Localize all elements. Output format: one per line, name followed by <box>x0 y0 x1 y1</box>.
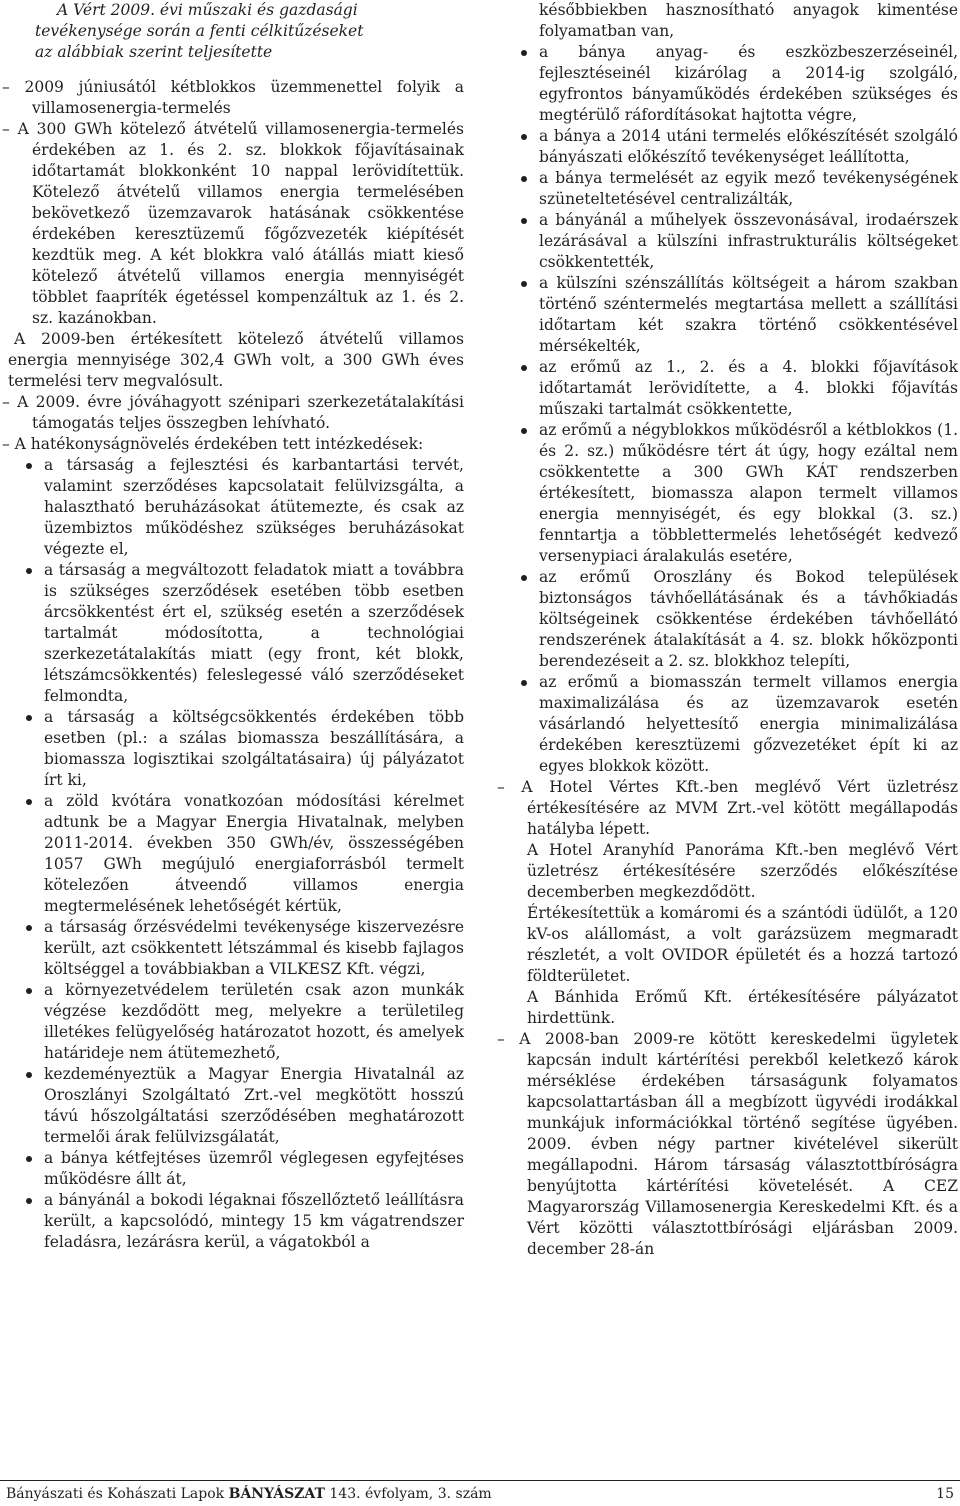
list-item: az erőmű a négyblokkos működésről a kétblokkos (1. és 2. sz.) működésre tért át úgy, hogy ezáltal nem csökkentette a 300 GWh KÁT rendszerben értékesített, biomassza alapon termelt villamos energia mennyiségét, és egy blokkal (3. sz.) fenntartja a többlettermelés lehetőségét kedvező versenypiaci áralakulás esetére, <box>497 420 958 567</box>
paragraph-efficiency-measures: – A hatékonyságnövelés érdekében tett intézkedések: <box>2 435 424 453</box>
journal-issue: 143. évfolyam, 3. szám <box>329 1486 492 1502</box>
paragraph-property-sales: Értékesítettük a komáromi és a szántódi üdülőt, a 120 kV-os alállomást, a volt garázsüzem megmaradt részletét, a volt OVIDOR épületét és a hozzá tartozó földterületet. <box>527 904 958 985</box>
page-number: 15 <box>936 1486 954 1502</box>
paragraph-restructuring-support: – A 2009. évre jóváhagyott szénipari szerkezetátalakítási támogatás teljes összegben lehívható. <box>2 393 464 432</box>
paragraph-hotel-aranyhid: A Hotel Aranyhíd Panoráma Kft.-ben meglévő Vért üzletrész értékesítésére szerződés előkészítése decemberben megkezdődött. <box>527 841 958 901</box>
list-item: a bánya a 2014 utáni termelés előkészítését szolgáló bányászati előkészítő tevékenységet leállította, <box>497 126 958 168</box>
list-item: a bányánál a bokodi légaknai főszellőztető leállításra került, a kapcsolódó, mintegy 15 km vágatrendszer feladásra, lezárásra kerül, a vágatokból a <box>2 1190 464 1253</box>
list-item: a bánya termelését az egyik mező tevékenységének szüneteltetésével centralizálták, <box>497 168 958 210</box>
right-column <box>497 0 958 1260</box>
list-item: a társaság a megváltozott feladatok miatt a továbbra is szükséges szerződések esetében több esetben árcsökkentést ért el, szükség esetén a szerződések tartalmát módosította, a technológiai szerkezetátalakítás miatt (egy front, két blokk, létszámcsökkentés) feleslegessé váló szerződéseket felmondta, <box>2 560 464 707</box>
list-item: a társaság őrzésvédelmi tevékenysége kiszervezésre került, azt csökkentett létszámmal és kisebb fajlagos költséggel a továbbiakban a VILKESZ Kft. végzi, <box>2 917 464 980</box>
intro-line-3: az alábbiak szerint teljesítette <box>35 43 273 61</box>
journal-prefix: Bányászati és Kohászati Lapok <box>6 1486 225 1502</box>
intro-line-2: tevékenysége során a fenti célkitűzéseket <box>35 22 364 40</box>
page-footer <box>0 1480 960 1506</box>
list-item: a külszíni szénszállítás költségeit a három szakban történő széntermelés megtartása mellett a szállítási időtartam két szakra történő csökkentésével mérsékelték, <box>497 273 958 357</box>
left-column <box>2 0 464 1253</box>
intro-line-1: A Vért 2009. évi műszaki és gazdasági <box>57 1 358 19</box>
journal-name: BÁNYÁSZAT <box>228 1486 325 1502</box>
list-item: a bánya anyag- és eszközbeszerzéseinél, fejlesztéseinél kizárólag a 2014-ig szolgáló, egyfrontos bányaműködés érdekében szükséges és megtérülő ráfordításokat hajtotta végre, <box>497 42 958 126</box>
list-item: a bánya kétfejtéses üzemről véglegesen egyfejtéses működésre állt át, <box>2 1148 464 1190</box>
list-item: a bányánál a műhelyek összevonásával, irodaérszek lezárásával a külszíni infrastrukturális költségeket csökkentették, <box>497 210 958 273</box>
paragraph-hotel-vertes: – A Hotel Vértes Kft.-ben meglévő Vért üzletrész értékesítésére az MVM Zrt.-vel kötött megállapodás hatályba lépett. <box>497 778 958 838</box>
list-item: a zöld kvótára vonatkozóan módosítási kérelmet adtunk be a Magyar Energia Hivatalnak, melyben 2011-2014. években 350 GWh/év, összességében 1057 GWh megújuló energiaforrásból termelt kötelezően átveendő villamos energia megtermelésének lehetőségét kértük, <box>2 791 464 917</box>
list-item: az erőmű a biomasszán termelt villamos energia maximalizálása és az üzemzavarok esetén vásárlandó helyettesítő energia minimalizálása érdekében keresztüzemi gőzvezetéket épít ki az egyes blokkok között. <box>497 672 958 777</box>
list-item: a környezetvédelem területén csak azon munkák végzése kezdődött meg, melyekre a területileg illetékes felügyelőség határozatot hozott, és amelyek határideje nem átütemezhető, <box>2 980 464 1064</box>
paragraph-mandatory-purchase: – A 300 GWh kötelező átvételű villamosenergia-termelés érdekében az 1. és 2. sz. blokkok főjavításainak időtartamát blokkonként 10 nappal lerövidítettük. Kötelező átvételű villamos energia termelésében bekövetkező üzemzavarok hatásának csökkentése érdekében keresztüzemű főgőzvezeték kiépítését kezdtük meg. A két blokkra való átállás miatt kieső kötelező átvételű villamos energia mennyiségét többlet faapríték égetéssel kompenzáltuk az 1. és 2. sz. kazánokban. <box>2 120 464 327</box>
list-item: az erőmű Oroszlány és Bokod települések biztonságos távhőellátásának és a távhőkiadás költségeinek csökkentése érdekében távhőellátó rendszerének átalakítását a 4. sz. blokk hőközponti berendezéseit a 2. sz. blokkhoz telepíti, <box>497 567 958 672</box>
list-item: a társaság a költségcsökkentés érdekében több esetben (pl.: a szálas biomassza beszállítására, a biomassza logisztikai szolgáltatásaira) új pályázatot írt ki, <box>2 707 464 791</box>
paragraph-litigation: – A 2008-ban 2009-re kötött kereskedelmi ügyletek kapcsán indult kártérítési perekből keletkező károk mérséklése érdekében társaságunk folyamatos kapcsolattartásban áll a megbízott ügyvédi irodákkal munkájuk információkkal történő segítése ügyében. 2009. évben négy partner kivételével sikerült megállapodni. Három társaság választottbíróságra benyújtotta kártérítési követelését. A CEZ Magyarország Villamosenergia Kereskedelmi Kft. és a Vért közötti választottbírósági eljárásban 2009. december 28-án <box>497 1030 958 1258</box>
footer-journal <box>6 1484 492 1504</box>
paragraph-2009-result: A 2009-ben értékesített kötelező átvételű villamos energia mennyisége 302,4 GWh volt, a 300 GWh éves termelési terv megvalósult. <box>8 330 464 390</box>
paragraph-banhida: A Bánhida Erőmű Kft. értékesítésére pályázatot hirdettünk. <box>527 988 958 1027</box>
list-item-continuation: későbbiekben hasznosítható anyagok kimentése folyamatban van, <box>539 1 958 40</box>
list-item: az erőmű az 1., 2. és a 4. blokki főjavítások időtartamát lerövidítette, a 4. blokki főjavítás műszaki tartalmát csökkentette, <box>497 357 958 420</box>
list-item: a társaság a fejlesztési és karbantartási tervét, valamint szerződéses kapcsolatait felülvizsgálta, a halasztható beruházásokat átütemezte, és csak az üzembiztos működéshez szükséges beruházásokat végezte el, <box>2 455 464 560</box>
paragraph-production: – 2009 júniusától kétblokkos üzemmenettel folyik a villamosenergia-termelés <box>2 78 464 117</box>
list-item: kezdeményeztük a Magyar Energia Hivatalnál az Oroszlányi Szolgáltató Zrt.-vel megkötött hosszú távú hőszolgáltatási szerződésében meghatározott termelői árak felülvizsgálatát, <box>2 1064 464 1148</box>
